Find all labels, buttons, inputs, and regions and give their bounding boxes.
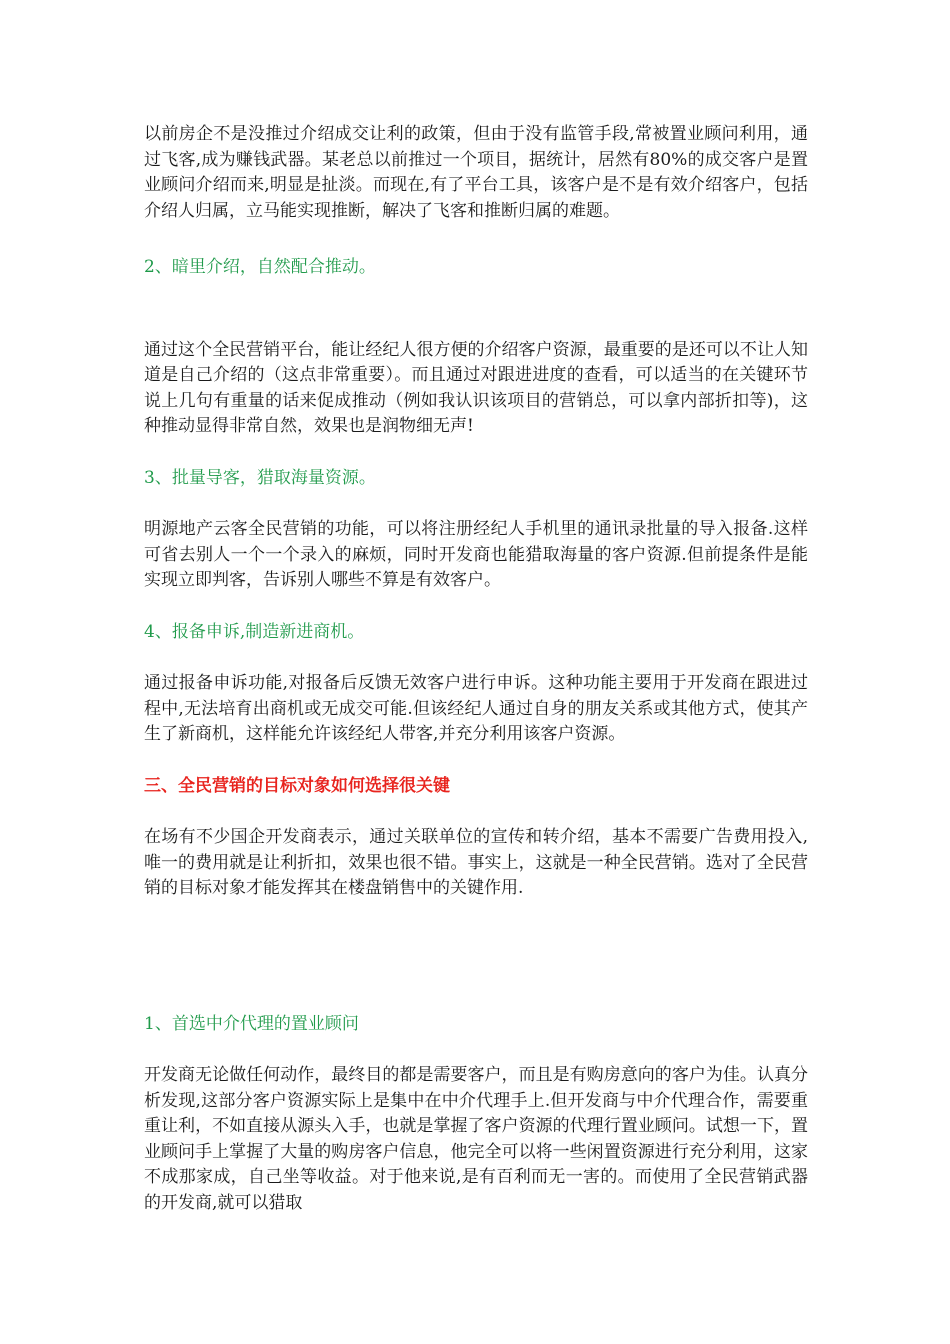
paragraph-6: 开发商无论做任何动作，最终目的都是需要客户，而且是有购房意向的客户为佳。认真分析发现,这部分客户资源实际上是集中在中介代理手上.但开发商与中介代理合作，需要重重让利，不如直接从源头入手，也就是掌握了客户资源的代理行置业顾问。试想一下，置业顾问手上掌握了大量的购房客户信息，他完全可以将一些闲置资源进行充分利用，这家不成那家成，自己坐等收益。对于他来说,是有百利而无一害的。而使用了全民营销武器的开发商,就可以猎取 [144, 1065, 808, 1213]
subheading-3: 3、批量导客，猎取海量资源。 [144, 467, 376, 488]
section-heading-3: 三、全民营销的目标对象如何选择很关键 [144, 775, 450, 796]
paragraph-2: 通过这个全民营销平台，能让经纪人很方便的介绍客户资源，最重要的是还可以不让人知道是自己介绍的（这点非常重要）。而且通过对跟进进度的查看，可以适当的在关键环节说上几句有重量的话来促成推动（例如我认识该项目的营销总，可以拿内部折扣等)，这种推动显得非常自然，效果也是润物细无声! [144, 339, 808, 436]
document-page [144, 122, 808, 1216]
paragraph-3: 明源地产云客全民营销的功能，可以将注册经纪人手机里的通讯录批量的导入报备.这样可省去别人一个一个录入的麻烦，同时开发商也能猎取海量的客户资源.但前提条件是能实现立即判客，告诉别人哪些不算是有效客户。 [144, 519, 808, 590]
subheading-5: 1、首选中介代理的置业顾问 [144, 1013, 359, 1034]
paragraph-5: 在场有不少国企开发商表示，通过关联单位的宣传和转介绍，基本不需要广告费用投入,唯一的费用就是让利折扣，效果也很不错。事实上，这就是一种全民营销。选对了全民营销的目标对象才能发挥其在楼盘销售中的关键作用. [144, 827, 808, 898]
paragraph-4: 通过报备申诉功能,对报备后反馈无效客户进行申诉。这种功能主要用于开发商在跟进过程中,无法培育出商机或无成交可能.但该经纪人通过自身的朋友关系或其他方式，使其产生了新商机，这样能允许该经纪人带客,并充分利用该客户资源。 [144, 673, 808, 744]
subheading-4: 4、报备申诉,制造新进商机。 [144, 621, 365, 642]
paragraph-intro: 以前房企不是没推过介绍成交让利的政策，但由于没有监管手段,常被置业顾问利用，通过飞客,成为赚钱武器。某老总以前推过一个项目，据统计，居然有80%的成交客户是置业顾问介绍而来,明显是扯淡。而现在,有了平台工具，该客户是不是有效介绍客户，包括介绍人归属，立马能实现推断，解决了飞客和推断归属的难题。 [144, 124, 808, 221]
subheading-2: 2、暗里介绍，自然配合推动。 [144, 257, 376, 277]
